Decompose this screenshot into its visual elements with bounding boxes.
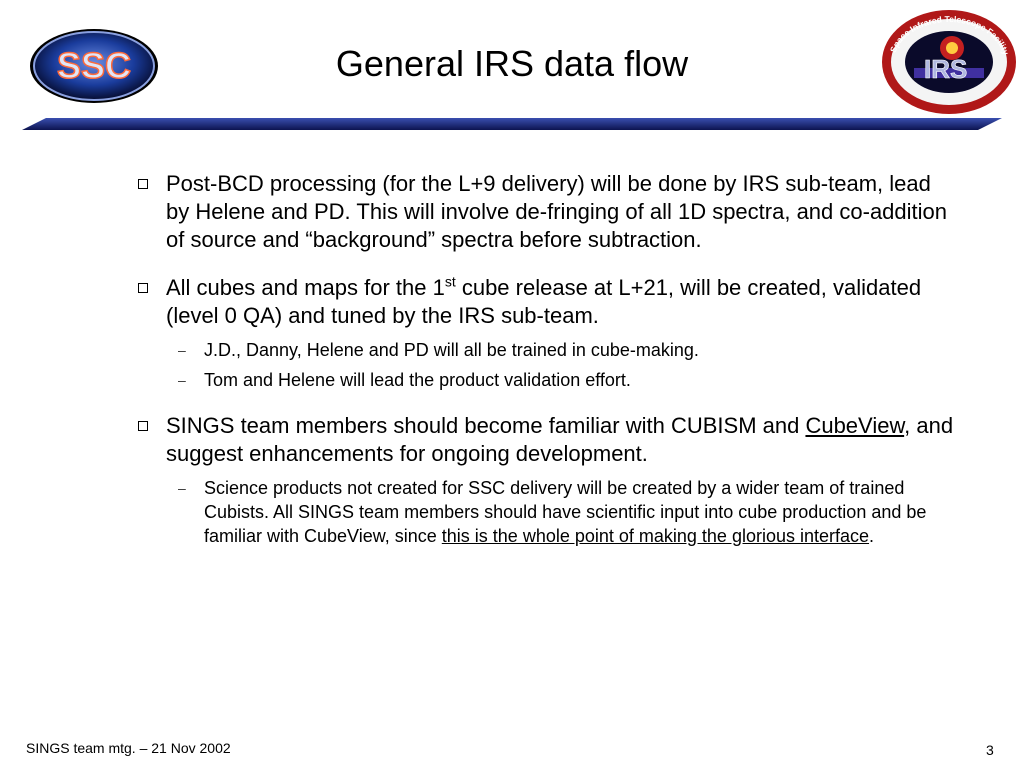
bullet-text-before: SINGS team members should become familiar with CUBISM and xyxy=(166,413,806,438)
bullet-post-bcd xyxy=(134,170,954,254)
slide-content xyxy=(134,170,954,568)
cubeview-link[interactable]: CubeView xyxy=(805,413,905,438)
irs-logo-text: IRS xyxy=(924,54,968,84)
sub-bullet-text-after: . xyxy=(869,526,875,546)
sub-bullet-text: J.D., Danny, Helene and PD will all be trained in cube-making. xyxy=(204,340,699,360)
bullet-cubes-and-maps xyxy=(134,274,954,330)
ordinal-suffix: st xyxy=(444,273,456,290)
bullet-sings-team xyxy=(134,412,954,468)
bullet-text-before: All cubes and maps for the 1 xyxy=(166,275,445,300)
header-divider xyxy=(22,118,1002,132)
square-bullet-icon xyxy=(138,421,148,431)
dash-bullet-icon: – xyxy=(178,342,186,358)
sub-bullets-sings xyxy=(134,476,954,548)
sub-bullet xyxy=(134,476,954,548)
page-number: 3 xyxy=(986,742,994,758)
ssc-logo-text: SSC xyxy=(56,45,132,86)
bullet-text-after: cube release at L+21, will be created, validated (level 0 QA) and tuned by the IRS sub-team. xyxy=(166,275,922,328)
sub-bullets-cubes xyxy=(134,338,954,392)
interface-link[interactable]: this is the whole point of making the glorious interface xyxy=(441,526,870,546)
square-bullet-icon xyxy=(138,179,148,189)
sub-bullet xyxy=(134,338,954,362)
bullet-text: Post-BCD processing (for the L+9 delivery) will be done by IRS sub-team, lead by Helene and PD. This will involve de-fringing of all 1D spectra, and co-addition of source and “background” spectra before subtraction. xyxy=(166,171,948,252)
page-title: General IRS data flow xyxy=(335,43,689,84)
irs-logo-ring-text: Space Infrared Telescope Facility xyxy=(887,13,1011,57)
footer-meeting-label: SINGS team mtg. – 21 Nov 2002 xyxy=(26,740,231,756)
sub-bullet xyxy=(134,368,954,392)
dash-bullet-icon: – xyxy=(178,372,186,388)
dash-bullet-icon: – xyxy=(178,480,186,496)
square-bullet-icon xyxy=(138,283,148,293)
irs-logo xyxy=(880,8,1018,116)
bullet-text-after: , and suggest enhancements for ongoing development. xyxy=(166,413,954,466)
sub-bullet-text-before: Science products not created for SSC delivery will be created by a wider team of trained Cubists. All SINGS team members should have scientific input into cube production and be familiar with CubeView, since xyxy=(204,478,927,546)
sub-bullet-text: Tom and Helene will lead the product validation effort. xyxy=(204,370,631,390)
